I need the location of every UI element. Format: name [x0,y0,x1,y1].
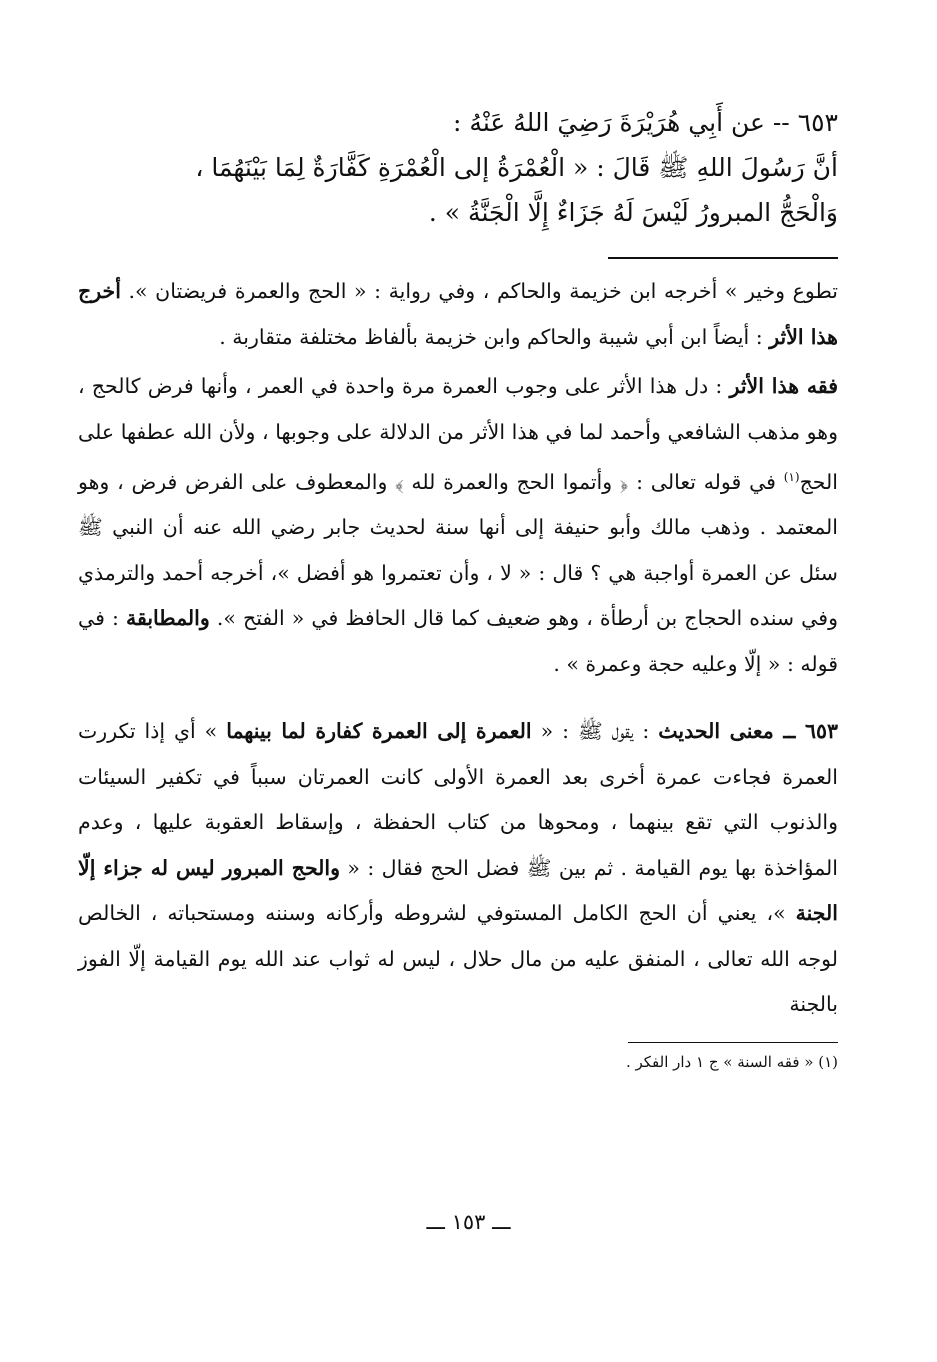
hadith-line-2: أنَّ رَسُولَ اللهِ ﷺ قَالَ : « الْعُمْرَةُ إلى الْعُمْرَةِ كَفَّارَةٌ لِمَا بَيْنَهُمَا ، [195,153,838,182]
takhrij-paragraph [78,269,838,360]
fiqh-label: فقه هذا الأثر [729,374,838,398]
meaning-paragraph [78,709,838,1028]
hadith-text [78,100,838,235]
fiqh-text-1: : دل هذا الأثر على وجوب العمرة مرة واحدة في العمر ، وأنها فرض كالحج ، وهو مذهب الشافعي وأحمد لما في هذا الأثر من الدلالة على وجوبها ، ولأن الله عطفها على الحج [78,374,838,494]
page-number: ـــ ١٥٣ ـــ [426,1210,511,1234]
meaning-text-2: » أي إذا تكررت العمرة فجاءت عمرة أخرى بعد العمرة الأولى كانت العمرتان سبباً في تكفير السيئات والذنوب التي تقع بينهما ، ومحوها من كتاب الحفظة ، وإسقاط العقوبة عليها ، وعدم المؤاخذة بها يوم القيامة . ثم بين ﷺ فضل الحج فقال : « [78,719,838,880]
footnote-divider [628,1042,838,1043]
fiqh-text-3: : في قوله : « إلّا وعليه حجة وعمرة » . [78,606,838,676]
hadith-line-1: ٦٥٣ -- عن أَبِي هُرَيْرَةَ رَضِيَ اللهُ عَنْهُ : [453,108,838,137]
commentary [78,269,838,1028]
fiqh-paragraph [78,364,838,687]
takhrij-label: أخرج هذا الأثر [78,279,838,349]
meaning-text-1: : يقول ﷺ : « [540,719,650,744]
footnote: (١) « فقه السنة » ج ١ دار الفكر . [625,1052,838,1071]
hadith-line-3: وَالْحَجُّ المبرورُ لَيْسَ لَهُ جَزَاءٌ إِلَّا الْجَنَّةُ » . [428,198,838,227]
meaning-quote-1: العمرة إلى العمرة كفارة لما بينهما [226,719,532,744]
takhrij-text-1: تطوع وخير » أخرجه ابن خزيمة والحاكم ، وفي رواية : « الحج والعمرة فريضتان ». [128,279,838,303]
meaning-label: ٦٥٣ ــ معنى الحديث [658,719,838,744]
mutabaqa-label: والمطابقة [125,606,210,631]
meaning-quote-2: والحج المبرور ليس له جزاء إلّا الجنة [78,855,838,926]
section-divider [608,257,838,259]
page-body [78,100,838,1073]
fiqh-text-2: في قوله تعالى : ﴿ وأتموا الحج والعمرة لله ﴾ والمعطوف على الفرض فرض ، وهو المعتمد . وذهب مالك وأبو حنيفة إلى أنها سنة لحديث جابر رضي الله عنه أن النبي ﷺ سئل عن العمرة أواجبة هي ؟ قال : « لا ، وأن تعتمروا هو أفضل »، أخرجه أحمد والترمذي وفي سنده الحجاج بن أرطأة ، وهو ضعيف كما قال الحافظ في « الفتح ». [78,469,838,631]
meaning-text-3: »، يعني أن الحج الكامل المستوفي لشروطه وأركانه وسننه ومستحباته ، الخالص لوجه الله تعالى ، المنفق عليه من مال حلال ، ليس له ثواب عند الله يوم القيامة إلّا الفوز بالجنة [78,901,838,1017]
footnote-ref: (١) [783,470,800,484]
takhrij-text-2: : أيضاً ابن أبي شيبة والحاكم وابن خزيمة بألفاظ مختلفة متقاربة . [219,324,763,349]
